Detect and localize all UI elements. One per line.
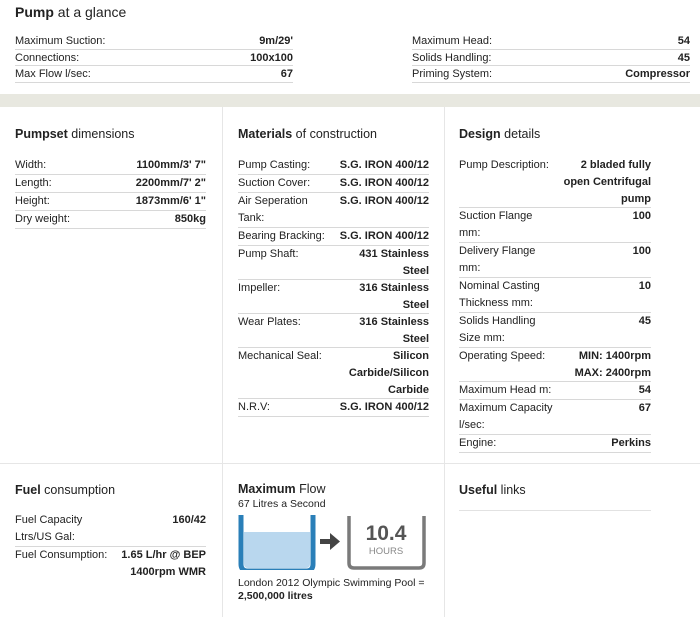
column-divider [444,107,445,617]
table-row [238,175,429,193]
column-divider [222,107,223,617]
row-label: Pump Casting: [238,159,311,171]
flow-subtitle: 67 Litres a Second [238,498,326,510]
table-row [459,382,651,400]
flow-note-bold: 2,500,000 litres [238,590,313,602]
row-value: 2 bladed fully open Centrifugal pump [563,159,651,205]
pumpset-title [15,127,135,141]
useful-links-divider [459,510,651,511]
design-table [459,157,651,453]
useful-title-bold: Useful [459,483,498,497]
row-value: Silicon Carbide/Silicon Carbide [348,350,429,396]
row-value: S.G. IRON 400/12 [339,159,429,171]
row-label: Fuel Consumption: [15,549,108,561]
glance-title-bold: Pump [15,4,54,20]
fuel-title-bold: Fuel [15,483,41,497]
row-value: 1.65 L/hr @ BEP 1400rpm WMR [121,549,206,578]
glance-title [15,4,126,20]
design-title-rest: details [500,127,541,141]
glance-value: 100x100 [250,51,293,64]
row-label: Pump Description: [459,159,549,171]
hours-value: 10.4 [365,522,407,545]
hours-label: HOURS [368,546,404,557]
table-row [238,280,429,314]
row-label: Maximum Head m: [459,384,552,396]
row-label: Pump Shaft: [238,248,299,260]
table-row [15,175,206,193]
materials-title [238,127,377,141]
row-value: 2200mm/7' 2" [135,177,206,189]
row-label: Maximum Capacity l/sec: [459,402,553,431]
row-label: Suction Flange mm: [459,210,533,239]
materials-title-bold: Materials [238,127,293,141]
table-row [459,243,651,278]
materials-title-rest: of construction [292,127,377,141]
table-row [459,313,651,348]
table-row [238,399,429,417]
table-row [15,193,206,211]
row-label: Nominal Casting Thickness mm: [459,280,540,309]
row-label: Engine: [459,437,497,449]
section-divider-band [0,94,700,107]
design-title [459,127,540,141]
row-label: Length: [15,177,52,189]
row-label: Bearing Bracking: [238,230,325,242]
glance-right-column [412,33,690,83]
row-label: Wear Plates: [238,316,301,328]
materials-table [238,157,429,417]
glance-row [412,50,690,67]
row-label: Suction Cover: [238,177,311,189]
table-row [459,400,651,435]
row-value: MIN: 1400rpm MAX: 2400rpm [574,350,651,379]
row-label: Mechanical Seal: [238,350,322,362]
glance-row [15,66,293,83]
glance-value: Compressor [625,68,690,81]
row-value: 45 [638,315,651,327]
table-row [238,314,429,348]
table-row [459,278,651,313]
row-value: S.G. IRON 400/12 [339,195,429,207]
row-label: N.R.V: [238,401,270,413]
fuel-table [15,512,206,581]
at-a-glance-section [0,0,700,94]
glance-title-rest: at a glance [53,4,127,20]
table-row [238,348,429,399]
row-label: Dry weight: [15,213,71,225]
pumpset-title-rest: dimensions [67,127,135,141]
row-value: Perkins [611,437,651,449]
row-divider [0,463,700,464]
glance-row [412,66,690,83]
table-row [459,157,651,208]
row-value: 54 [638,384,651,396]
table-row [238,193,429,228]
glance-label: Max Flow l/sec: [15,68,91,81]
flow-title-rest: Flow [295,482,326,496]
row-value: 67 [638,402,651,414]
fuel-title-rest: consumption [40,483,116,497]
pumpset-table [15,157,206,229]
table-row [15,157,206,175]
glance-row [15,33,293,50]
table-row [238,157,429,175]
glance-value: 9m/29' [259,35,293,47]
row-label: Operating Speed: [459,350,546,362]
fuel-title [15,483,115,497]
row-value: S.G. IRON 400/12 [339,177,429,189]
glance-row [412,33,690,50]
water-container-icon [241,515,313,570]
row-label: Impeller: [238,282,281,294]
glance-label: Connections: [15,51,80,64]
arrow-right-icon [320,533,340,550]
glance-value: 45 [677,51,690,64]
table-row [15,547,206,581]
row-value: 10 [638,280,651,292]
flow-note [238,577,438,603]
row-label: Solids Handling Size mm: [459,315,536,344]
row-value: 316 Stainless Steel [359,316,429,345]
row-value: 100 [632,210,651,222]
row-label: Width: [15,159,47,171]
row-value: 1100mm/3' 7" [136,159,206,171]
flow-note-text: London 2012 Olympic Swimming Pool = [238,577,425,589]
row-value: 850kg [174,213,206,225]
glance-label: Maximum Head: [412,35,493,47]
table-row [15,211,206,229]
row-label: Delivery Flange mm: [459,245,536,274]
glance-label: Priming System: [412,68,493,81]
glance-label: Solids Handling: [412,51,492,64]
row-label: Fuel Capacity Ltrs/US Gal: [15,514,83,543]
table-row [459,348,651,382]
row-value: S.G. IRON 400/12 [339,401,429,413]
row-label: Air Seperation Tank: [238,195,308,224]
pumpset-title-bold: Pumpset [15,127,68,141]
glance-row [15,50,293,67]
design-title-bold: Design [459,127,501,141]
flow-graphic [238,512,430,570]
glance-value: 67 [280,68,293,81]
table-row [459,208,651,243]
row-value: 431 Stainless Steel [359,248,429,277]
table-row [15,512,206,547]
row-value: 160/42 [172,514,206,526]
table-row [238,246,429,280]
row-value: 316 Stainless Steel [359,282,429,311]
useful-title-rest: links [497,483,526,497]
glance-left-column [15,33,293,83]
glance-value: 54 [677,35,690,47]
useful-links-title [459,483,526,497]
flow-title [238,482,326,496]
table-row [459,435,651,453]
row-value: 1873mm/6' 1" [135,195,206,207]
table-row [238,228,429,246]
flow-title-bold: Maximum [238,482,296,496]
row-value: S.G. IRON 400/12 [339,230,429,242]
glance-label: Maximum Suction: [15,35,106,47]
row-value: 100 [632,245,651,257]
row-label: Height: [15,195,50,207]
